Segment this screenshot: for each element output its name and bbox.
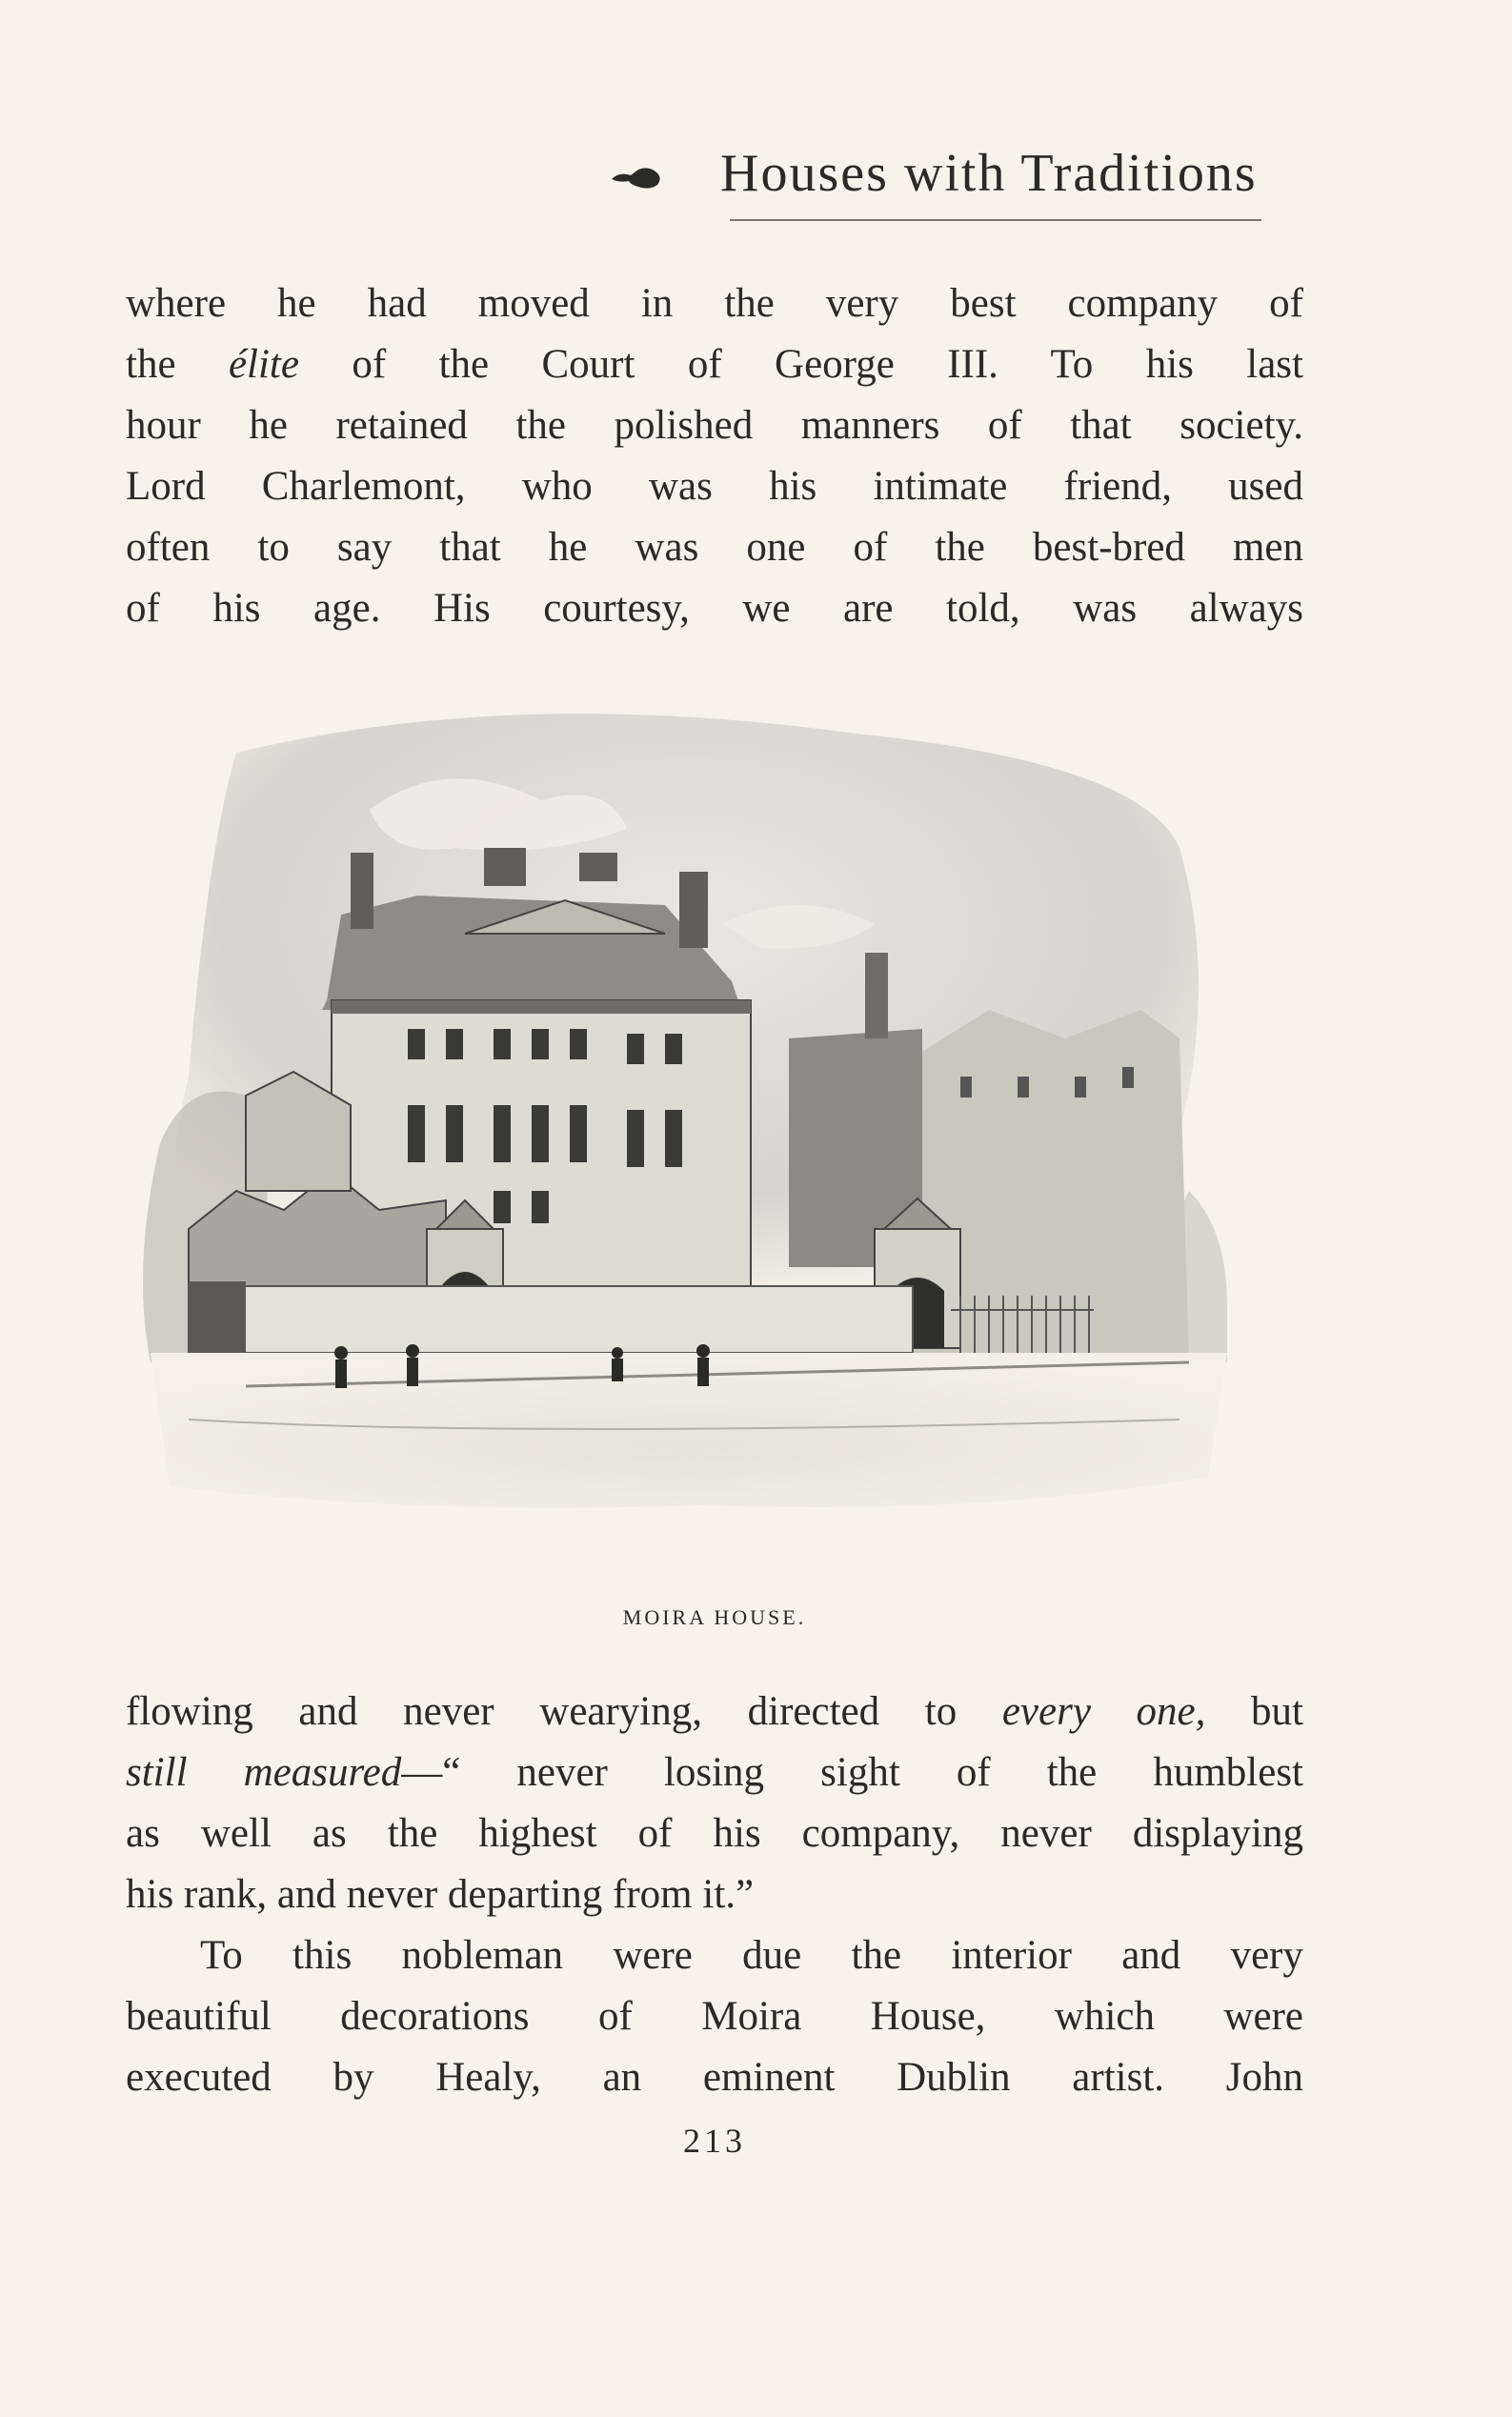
header-rule — [730, 219, 1261, 221]
text-line: where he had moved in the very best company of — [126, 281, 1303, 326]
text-line: the élite of the Court of George III. To his last — [126, 342, 1303, 387]
text-line: beautiful decorations of Moira House, which were — [126, 1994, 1303, 2039]
running-title: Houses with Traditions — [720, 144, 1258, 203]
page-number: 213 — [683, 2122, 746, 2160]
figure-caption: MOIRA HOUSE. — [622, 1605, 807, 1629]
text-line: executed by Healy, an eminent Dublin artist. John — [126, 2055, 1303, 2100]
text-line: often to say that he was one of the best-bred men — [126, 525, 1303, 570]
pointing-hand-icon — [610, 160, 667, 192]
text-line: as well as the highest of his company, never displaying — [126, 1811, 1303, 1856]
text-line: hour he retained the polished manners of that society. — [126, 403, 1303, 448]
text-line: of his age. His courtesy, we are told, was always — [126, 586, 1303, 631]
paragraph-top — [126, 273, 1303, 639]
text-line: still measured—“ never losing sight of the humblest — [126, 1750, 1304, 1795]
text-line: his rank, and never departing from it.” — [126, 1872, 755, 1917]
running-header — [610, 143, 1296, 219]
text-line: flowing and never wearying, directed to every one, but — [126, 1689, 1303, 1734]
paragraph-bottom — [126, 1682, 1303, 2108]
moira-house-illustration — [131, 695, 1294, 1591]
text-line: To this nobleman were due the interior and very — [200, 1933, 1303, 1978]
text-line: Lord Charlemont, who was his intimate friend, used — [126, 464, 1303, 509]
